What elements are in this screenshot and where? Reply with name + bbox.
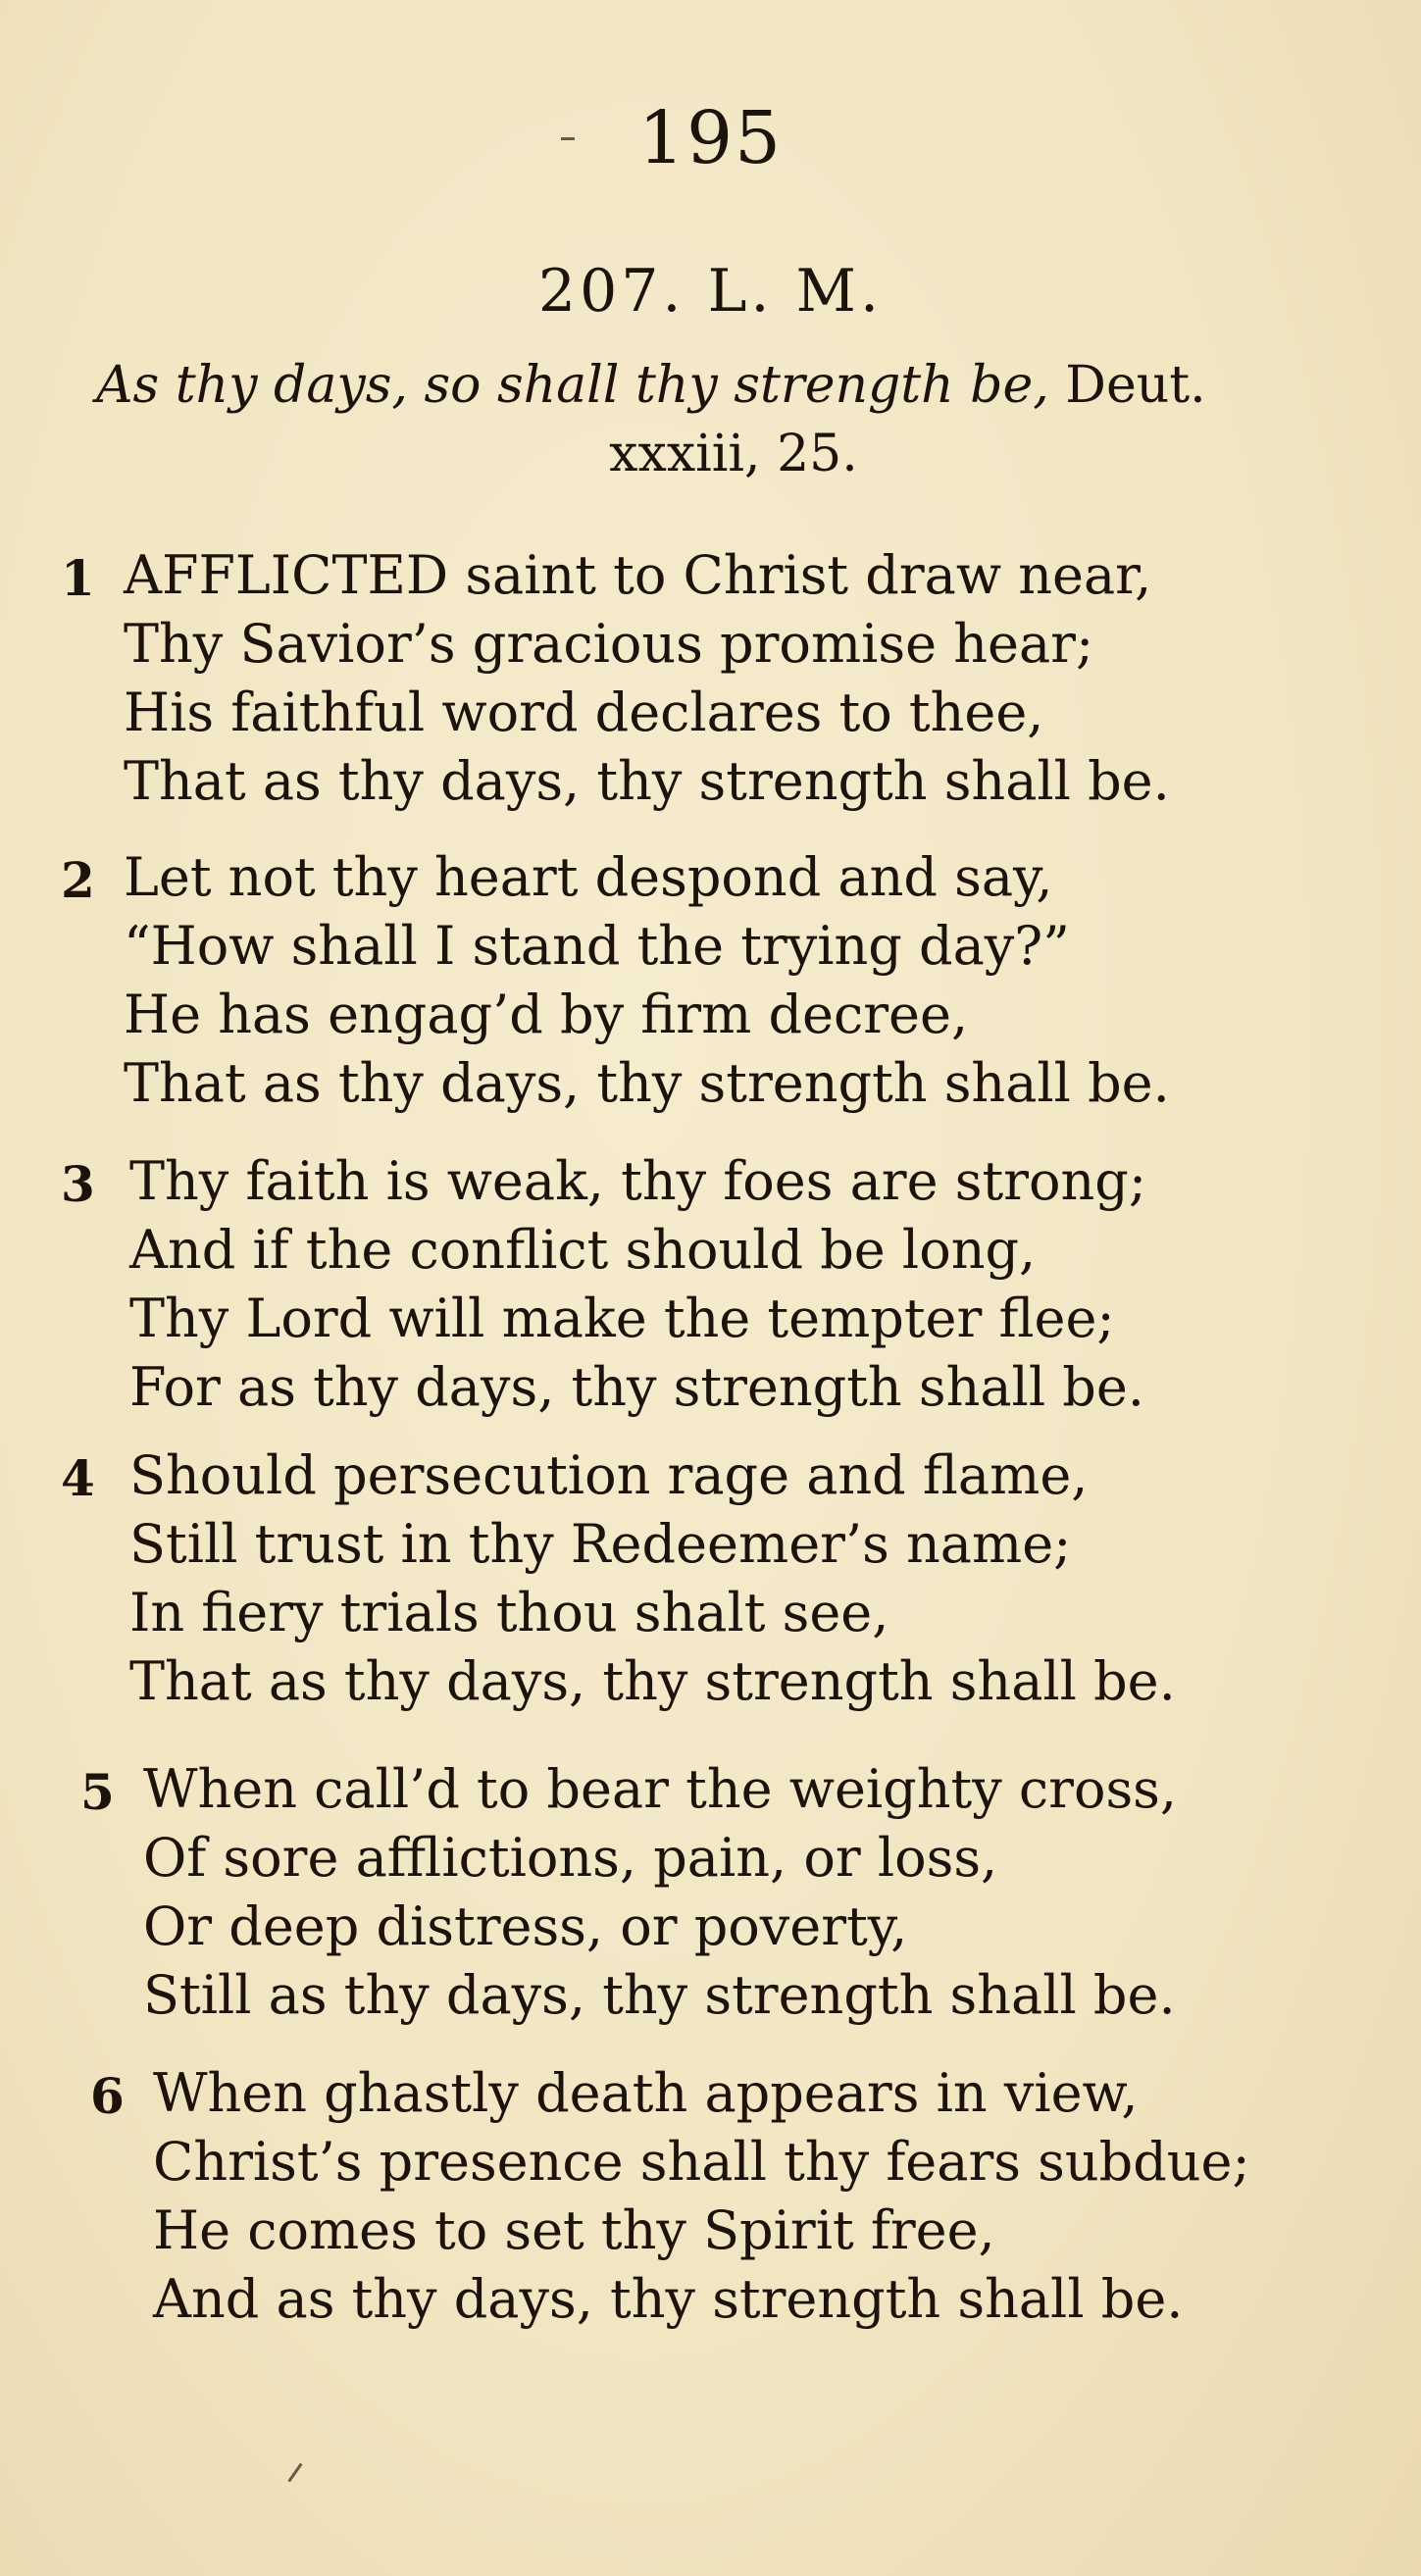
stanza-line: Let not thy heart despond and say, <box>124 846 1053 908</box>
stanza-line: “How shall I stand the trying day?” <box>124 915 1070 977</box>
stanza-number: 6 <box>90 2067 125 2125</box>
stanza-line: Thy Lord will make the tempter flee; <box>129 1288 1115 1349</box>
stanza-line: Still trust in thy Redeemer’s name; <box>129 1513 1072 1575</box>
stanza-number: 3 <box>61 1155 95 1213</box>
page-number: 195 <box>637 96 784 180</box>
epigraph-quote: As thy days, so shall thy strength be, <box>96 356 1049 415</box>
stanza-line: Or deep distress, or poverty, <box>143 1895 908 1957</box>
stanza-line: That as thy days, thy strength shall be. <box>129 1650 1176 1712</box>
stanza-line: Thy Savior’s gracious promise hear; <box>124 613 1094 675</box>
stanza-5 <box>80 1755 1385 2030</box>
stanza-number: 1 <box>61 549 95 607</box>
stanza-4 <box>61 1441 1365 1716</box>
stanza-line: AFFLICTED saint to Christ draw near, <box>124 544 1152 606</box>
stanza-line: Christ’s presence shall thy fears subdue; <box>153 2131 1250 2193</box>
hymn-header: 207. L. M. <box>537 257 884 326</box>
stanza-3 <box>61 1147 1365 1422</box>
stanza-line: Should persecution rage and flame, <box>129 1444 1089 1506</box>
epigraph-ref-verse: xxxiii, 25. <box>609 425 858 483</box>
stanza-number: 4 <box>61 1449 95 1507</box>
epigraph-ref-book: Deut. <box>1065 356 1206 415</box>
stanza-line: And if the conflict should be long, <box>129 1219 1037 1281</box>
stanza-line: Still as thy days, thy strength shall be. <box>143 1964 1176 2026</box>
stanza-line: That as thy days, thy strength shall be. <box>124 1052 1170 1114</box>
stanza-line: And as thy days, thy strength shall be. <box>153 2268 1184 2330</box>
epigraph <box>96 351 1332 488</box>
stanza-line: For as thy days, thy strength shall be. <box>129 1356 1144 1418</box>
stanza-line: In fiery trials thou shalt see, <box>129 1582 889 1643</box>
stanza-line: When call’d to bear the weighty cross, <box>143 1758 1178 1820</box>
stanza-number: 2 <box>61 851 95 909</box>
stanza-6 <box>90 2059 1395 2334</box>
stanza-line: He has engag’d by firm decree, <box>124 984 969 1045</box>
stanza-line: His faithful word declares to thee, <box>124 682 1044 743</box>
stanza-1 <box>61 541 1365 816</box>
stanza-number: 5 <box>80 1763 115 1821</box>
stanza-line: He comes to set thy Spirit free, <box>153 2199 995 2261</box>
stanza-line: That as thy days, thy strength shall be. <box>124 750 1170 812</box>
stray-ink-mark <box>287 2463 302 2483</box>
stanza-line: Thy faith is weak, thy foes are strong; <box>129 1150 1147 1212</box>
stanza-2 <box>61 843 1365 1118</box>
stanza-line: Of sore afflictions, pain, or loss, <box>143 1827 998 1889</box>
stanza-line: When ghastly death appears in view, <box>153 2062 1139 2124</box>
